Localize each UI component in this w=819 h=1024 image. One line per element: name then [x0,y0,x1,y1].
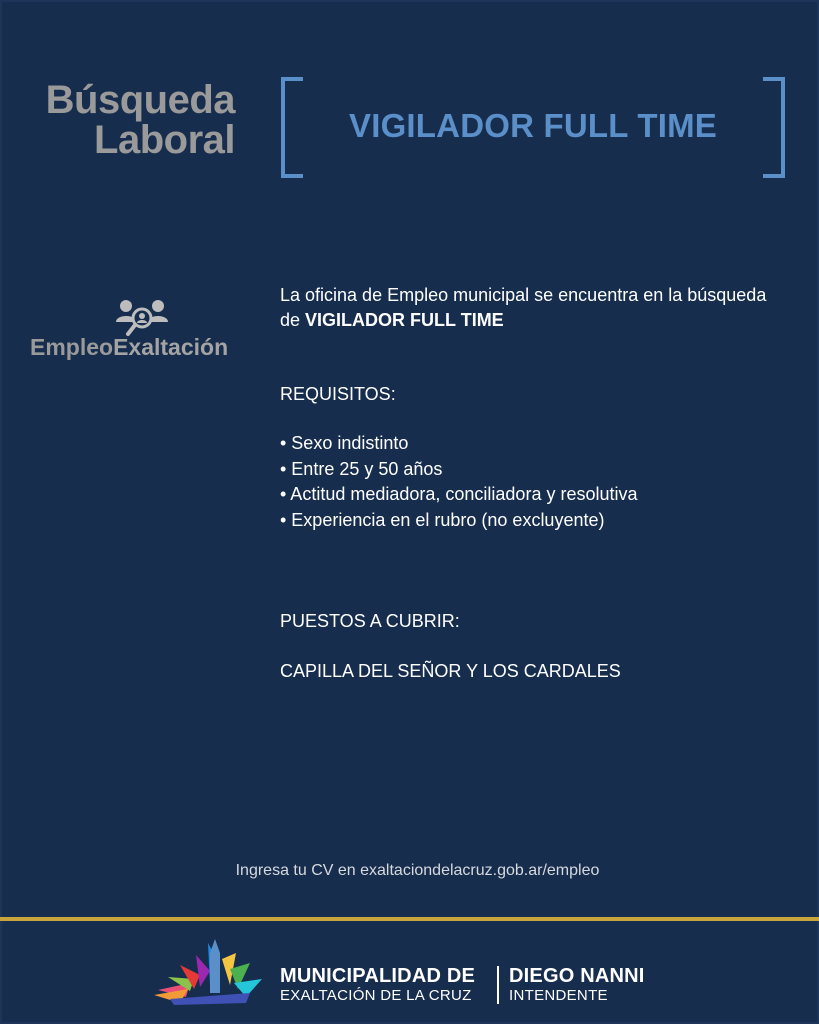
empleo-exaltacion-logo [30,334,250,361]
people-search-icon [114,298,170,338]
municipality-line2: EXALTACIÓN DE LA CRUZ [280,987,472,1004]
requirement-item: • Experiencia en el rubro (no excluyente) [280,509,605,530]
mayor-title: INTENDENTE [509,987,608,1004]
right-bracket [763,77,785,178]
intro-job-title: VIGILADOR FULL TIME [305,310,504,330]
footer-vertical-divider [497,966,499,1004]
cv-submission-link[interactable]: Ingresa tu CV en exaltaciondelacruz.gob.ar/empleo [235,862,600,879]
requirements-list [280,431,638,533]
positions-value: CAPILLA DEL SEÑOR Y LOS CARDALES [280,661,621,681]
mayor-block [509,966,645,1004]
intro-paragraph [280,283,790,333]
section-label-line2: Laboral [94,118,235,162]
requirement-item: • Actitud mediadora, conciliadora y resolutiva [280,484,638,504]
intro-text: La oficina de Empleo municipal se encuentra en la búsqueda de [280,285,767,330]
section-label [30,80,235,160]
municipality-line1: MUNICIPALIDAD DE [280,965,476,987]
mayor-name: DIEGO NANNI [509,965,645,987]
logo-text-bold: Exaltación [113,334,229,360]
positions-title: PUESTOS A CUBRIR: [280,611,460,631]
section-label-line1: Búsqueda [45,78,235,122]
logo-text-light: Empleo [30,334,114,360]
job-title: VIGILADOR FULL TIME [348,107,717,144]
requirements-title: REQUISITOS: [280,384,396,404]
job-description [280,283,790,681]
requirement-item: • Entre 25 y 50 años [280,458,443,479]
footer-divider-line [0,917,819,921]
municipal-colorful-logo-icon [150,935,270,1007]
requirement-item: • Sexo indistinto [280,433,409,453]
left-bracket [281,77,303,178]
municipality-name [280,966,475,1004]
